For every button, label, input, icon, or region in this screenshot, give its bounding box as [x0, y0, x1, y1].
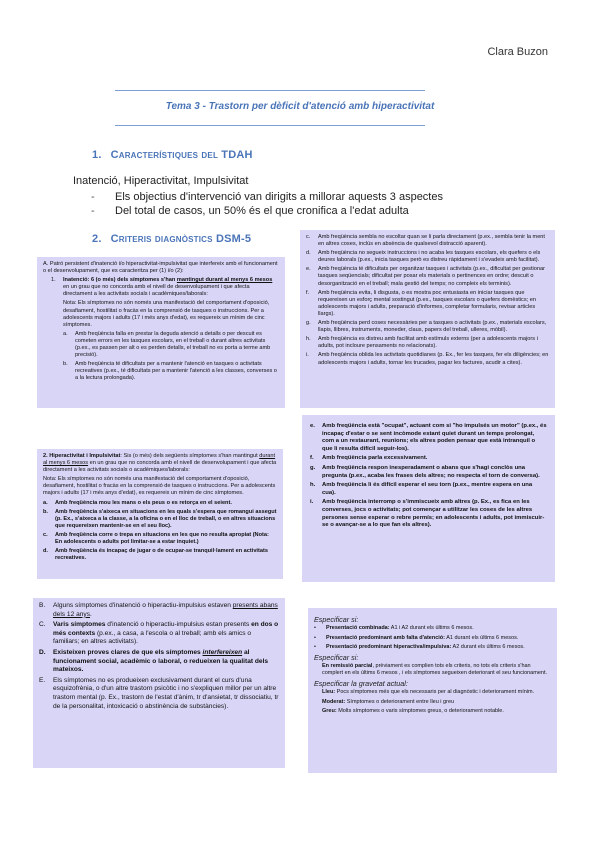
item-text: Amb freqüència oblida les activitats quotidianes (p. Ex., fer les tasques, fer els diligències; en adolescents majors i adults, tornar les trucades, pagar les factures, acudir a cites). — [318, 352, 549, 366]
section-number: 2. — [92, 233, 102, 245]
bold-text: al funcionament social, acadèmic o laboral, o redueixen la qualitat dels mateixos. — [53, 648, 269, 674]
text: A1 durant els últims 6 mesos. — [444, 634, 519, 641]
item-text — [53, 621, 279, 647]
item-letter: d. — [306, 250, 311, 257]
text: Alguns símptomes d'inatenció o hiperactiu-impulsius estaven — [53, 602, 233, 609]
item-letter: e. — [310, 423, 315, 429]
specifier-heading: Especificar la gravetat actual: — [314, 678, 408, 688]
underlined-text: durant al menys 6 mesos — [43, 453, 276, 467]
item-letter: f. — [306, 289, 310, 296]
criterion-item — [310, 499, 547, 529]
presentation-item — [314, 644, 551, 651]
item-letter: e. — [306, 266, 311, 273]
criterion-item — [43, 331, 279, 359]
specifier-heading: Especificar si: — [314, 615, 359, 624]
criterion-item — [43, 509, 277, 530]
author-name: Clara Buzon — [487, 46, 548, 58]
text: d'inatenció o hiperactiu-impulsius estan presents — [105, 621, 252, 629]
criterion-item — [43, 277, 279, 298]
list-item: - Els objectius d'intervenció van dirigits a millorar aquests 3 aspectes — [91, 190, 443, 204]
intro-line: Inatenció, Hiperactivitat, Impulsivitat — [73, 175, 249, 187]
item-text: Amb freqüència es distreu amb facilitat amb estímuls externs (per a adolescents majors i adults, pot incloure pensaments no relacionats). — [318, 336, 538, 350]
item-letter: B. — [39, 602, 46, 609]
bold-text: Lleu: — [322, 689, 336, 696]
item-text: Amb freqüència té dificultats per organitzar tasques i activitats (p.ex., dificultat per gestionar tasques seqüencials; dificultat per posar els materials o pertinences en ordre; descuit o desorganització en el treball; mala gestió del temps; no compleix els terminis). — [318, 266, 545, 287]
item-letter: h. — [310, 482, 316, 489]
bold-text: Moderat: — [322, 698, 346, 705]
criterion-item — [39, 677, 279, 711]
note-text: Nota: Els símptomes no són només una manifestació del comportament d'oposició, desafiament, hostilitat o fracàs en la comprensió de tasques o instruccions. Per a adolescents majors i adults (17 i més anys d'edat), es requereix un mínim de cinc símptomes. — [43, 476, 276, 497]
bold-text: 2. Hiperactivitat i Impulsivitat — [43, 453, 121, 459]
item-text — [63, 277, 279, 298]
item-text: Amb freqüència li és difícil esperar el seu torn (p.ex., mentre espera en una cua). — [322, 482, 533, 496]
item-text: Amb freqüència és incapaç de jugar o de ocupar-se tranquil·lament en activitats recreatives. — [55, 548, 268, 562]
item-letter: b. — [63, 361, 68, 368]
criterion-item — [43, 500, 277, 507]
item-letter: f. — [310, 455, 314, 462]
item-text: Amb freqüència no segueix instruccions i no acaba les tasques escolars, els quefers o els deures laborals (p.ex., inicia tasques però es distreu ràpidament i s'evadeix amb facilitat). — [318, 250, 541, 264]
criterion-item — [43, 361, 279, 382]
header-rule-top — [115, 90, 425, 91]
item-letter: i. — [306, 352, 309, 359]
note-text: Nota: Els símptomes no són només una manifestació del comportament d'oposició, desafiament, hostilitat o fracàs en la comprensió de tasques o instruccions. Per a adolescents majors i adults (17 i més anys d'edat), es requereix un mínim de cinc símptomes. — [63, 300, 270, 328]
criterion-item — [310, 465, 547, 480]
item-letter: D. — [39, 648, 46, 656]
text: A1 i A2 durant els últims 6 mesos. — [389, 625, 474, 632]
text: Símptomes o deteriorament entre lleu i greu — [345, 698, 455, 705]
bold-text: Inatenció: 6 (o més) dels símptomes s'han — [63, 277, 176, 284]
section-title: Criteris diagnòstics DSM-5 — [110, 233, 252, 245]
criterion-item — [310, 455, 547, 463]
section-1-heading — [92, 149, 253, 161]
bullet-icon: • — [314, 625, 316, 632]
item-letter: i. — [310, 499, 314, 506]
item-text: Amb freqüència perd coses necessàries per a tasques o activitats (p.ex., materials escolars, llapis, llibres, instruments, moneder, claus, papers del treball, ulleres, mòbil). — [318, 320, 547, 334]
severity-item — [314, 689, 551, 696]
item-text: Amb freqüència falla en prestar la deguda atenció a detalls o per descuit es cometen errors en les tasques escolars, en el treball o durant altres activitats (p.ex., es passen per alt o es perden detalls, el treball no es porta a terme amb precisió). — [75, 330, 271, 359]
bold-text: Greu: — [322, 708, 337, 715]
criteria-b-to-e-box — [33, 598, 285, 768]
item-letter: c. — [306, 234, 311, 240]
criterion-item — [306, 234, 549, 248]
bold-text: Varis símptomes — [53, 621, 106, 629]
text: en un grau que no concorda amb el nivell de desenvolupament i que afecta directament a les activitats socials i acadèmiques/laborals: — [63, 284, 250, 298]
criterion-item — [306, 352, 549, 366]
item-text: Amb freqüència corre o trepa en situacions en les que no resulta apropiat (Nota: En adolescents o adults pot limitar-se a estar inquiet.) — [55, 531, 269, 546]
specifiers-box — [308, 608, 557, 773]
item-letter: c. — [43, 531, 48, 538]
text: : Sis (o més) dels següents símptomes s'han mantingut — [120, 453, 258, 459]
item-text: Amb freqüència sembla no escoltar quan se li parla directament (p.ex., sembla tenir la ment en altres coses, inclús en absència de qualsevol distracció aparent). — [318, 234, 545, 248]
criteria-a-inattention-box — [37, 257, 285, 408]
item-letter: d. — [43, 548, 48, 555]
criteria-a-inattention-continued-box — [300, 230, 555, 408]
bullet-icon: • — [314, 644, 316, 651]
bold-text: Presentació predominant amb falta d'atenció: — [326, 634, 445, 641]
criteria-intro: A. Patró persistent d'inatenció i/o hiperactivitat-impulsivitat que interfereix amb el funcionament o el desenvolupament, que es caracteritza per (1) i/o (2): — [43, 261, 278, 275]
text: A2 durant els últims 6 mesos. — [451, 644, 525, 651]
item-text: Amb freqüència interromp o s'immiscueix amb altres (p. Ex., es fica en les converses, jocs o activitats; pot començar a utilitzar les coses de les altres persones sense esperar o rebre permís; en adolescents i adults, pot immiscuir-se o avançar-se a lo que fan els altres). — [322, 499, 545, 529]
criterion-item — [306, 290, 549, 318]
section-2-heading — [92, 233, 251, 245]
section-1-body — [73, 175, 443, 218]
criterion-item — [310, 482, 547, 497]
bold-text: en dos o més contexts — [53, 621, 279, 637]
bold-text: En remissió parcial — [322, 663, 373, 670]
text: , prèviament es complien tots els criteris, no tots els criteris s'han complert en els últims 6 mesos , i els símptomes segueixen deteriorant el seu funcionament. — [322, 663, 547, 677]
criteria-hyperactivity-continued-box — [302, 415, 555, 582]
item-text: Amb freqüència està "ocupat", actuant com si "ho impulsés un motor" (p.ex., és incapaç d'estar o se sent incòmode estant quiet durant un temps prolongat, com a un restaurant, reunions; els altres poden pensar que està intranquil o que li resulta difícil seguir-los). — [322, 423, 547, 452]
remission-text — [314, 663, 551, 678]
criterion-item — [39, 649, 279, 675]
criterion-item — [306, 320, 549, 334]
item-text: Amb freqüència respon inesperadament o abans que s'hagi conclòs una pregunta (p.ex., acaba les frases dels altres; no respecta el torn de conversa). — [322, 464, 540, 479]
underlined-text: presents abans dels 12 anys — [53, 602, 278, 618]
item-letter: a. — [43, 499, 48, 506]
underlined-text: interfereixen — [202, 648, 243, 656]
text: en un grau que no concorda amb el nivell de desenvolupament i que afecta directament a les activitats socials o acadèmiques/laborals: — [43, 460, 277, 474]
criterion-item — [43, 548, 277, 562]
criterion-item — [306, 250, 549, 264]
criteria-hyperactivity-box — [37, 449, 283, 579]
item-text: Els símptomes no es produeixen exclusivament durant el curs d'una esquizofrènia, o d'un altre trastorn psicòtic i no s'expliquen millor per un altre trastorn mental (p. Ex., trastorn de l'estat d'ànim, tr d'ansietat, tr dissociatiu, tr de la personalitat, intoxicació o abstinència de substàncies). — [53, 676, 279, 710]
bullet-list — [91, 190, 443, 218]
text: (p.ex., a casa, a l'escola o al treball; amb els amics o familiars; en altres activitats). — [53, 629, 252, 646]
item-letter: g. — [306, 320, 311, 327]
text: Pocs símptomes més que els necessaris per al diagnòstic i deteriorament mínim. — [335, 689, 535, 696]
criterion-item — [39, 602, 279, 619]
criterion-item — [39, 621, 279, 647]
bold-text: Presentació combinada: — [326, 625, 390, 632]
underlined-text: mantingut durant al menys 6 mesos — [176, 277, 273, 284]
item-letter: C. — [39, 621, 46, 629]
specifier-heading: Especificar si: — [314, 652, 359, 662]
item-letter: b. — [43, 508, 48, 515]
item-letter: g. — [310, 464, 316, 471]
item-text — [53, 649, 279, 675]
presentation-item — [314, 635, 551, 642]
document-title: Tema 3 - Trastorn per dèficit d'atenció amb hiperactivitat — [165, 101, 435, 112]
text: Molts símptomes o varis símptomes greus, o deteriorament notable. — [336, 708, 504, 715]
section-title: Característiques del TDAH — [110, 149, 253, 161]
severity-item — [314, 708, 551, 715]
presentation-item — [314, 625, 551, 632]
header-rule-bottom — [115, 125, 425, 126]
text: . — [90, 610, 92, 618]
bold-text: Existeixen proves clares de que els símptomes — [53, 648, 203, 656]
item-number: 1. — [51, 277, 56, 284]
hyperactivity-intro — [43, 453, 277, 474]
item-text: Amb freqüència parla excessivament. — [322, 455, 428, 462]
criterion-item — [310, 423, 547, 453]
item-text: Amb freqüència s'aixeca en situacions en les quals s'espera que romangui assegut (p. Ex., s'aixeca a la classe, a la oficina o en el lloc de treball, o en altres situacions que requereixen mantenir-se en el seu lloc). — [55, 508, 277, 529]
criterion-item — [306, 336, 549, 350]
criterion-item — [43, 532, 277, 546]
item-letter: h. — [306, 336, 311, 343]
item-text: Amb freqüència té dificultats per a mantenir l'atenció en tasques o activitats recreatives (p.ex., té dificultats per a mantenir l'atenció a les classes, converses o a la lectura prolongada). — [75, 361, 277, 382]
item-text — [53, 602, 279, 619]
bullet-icon: • — [314, 634, 316, 641]
item-letter: a. — [63, 330, 68, 337]
item-text: Amb freqüència evita, li disgusta, o es mostra poc entusiasta en iniciar tasques que requereixen un esforç mental sostingut (p.ex., tasques escolars o quefers domèstics; en adolescents majors i adults, preparació d'informes, completar formularis, revisar articles llargs). — [318, 289, 536, 317]
list-item: - Del total de casos, un 50% és el que cronifica a l'edat adulta — [91, 204, 443, 218]
severity-item — [314, 699, 551, 706]
bold-text: Presentació predominant hiperactiva/impulsiva: — [326, 644, 452, 651]
criterion-item — [306, 266, 549, 287]
item-text: Amb freqüència mou les mans o els peus o es retorça en el seient. — [55, 499, 232, 506]
section-number: 1. — [92, 149, 102, 161]
item-letter: E. — [39, 676, 46, 684]
